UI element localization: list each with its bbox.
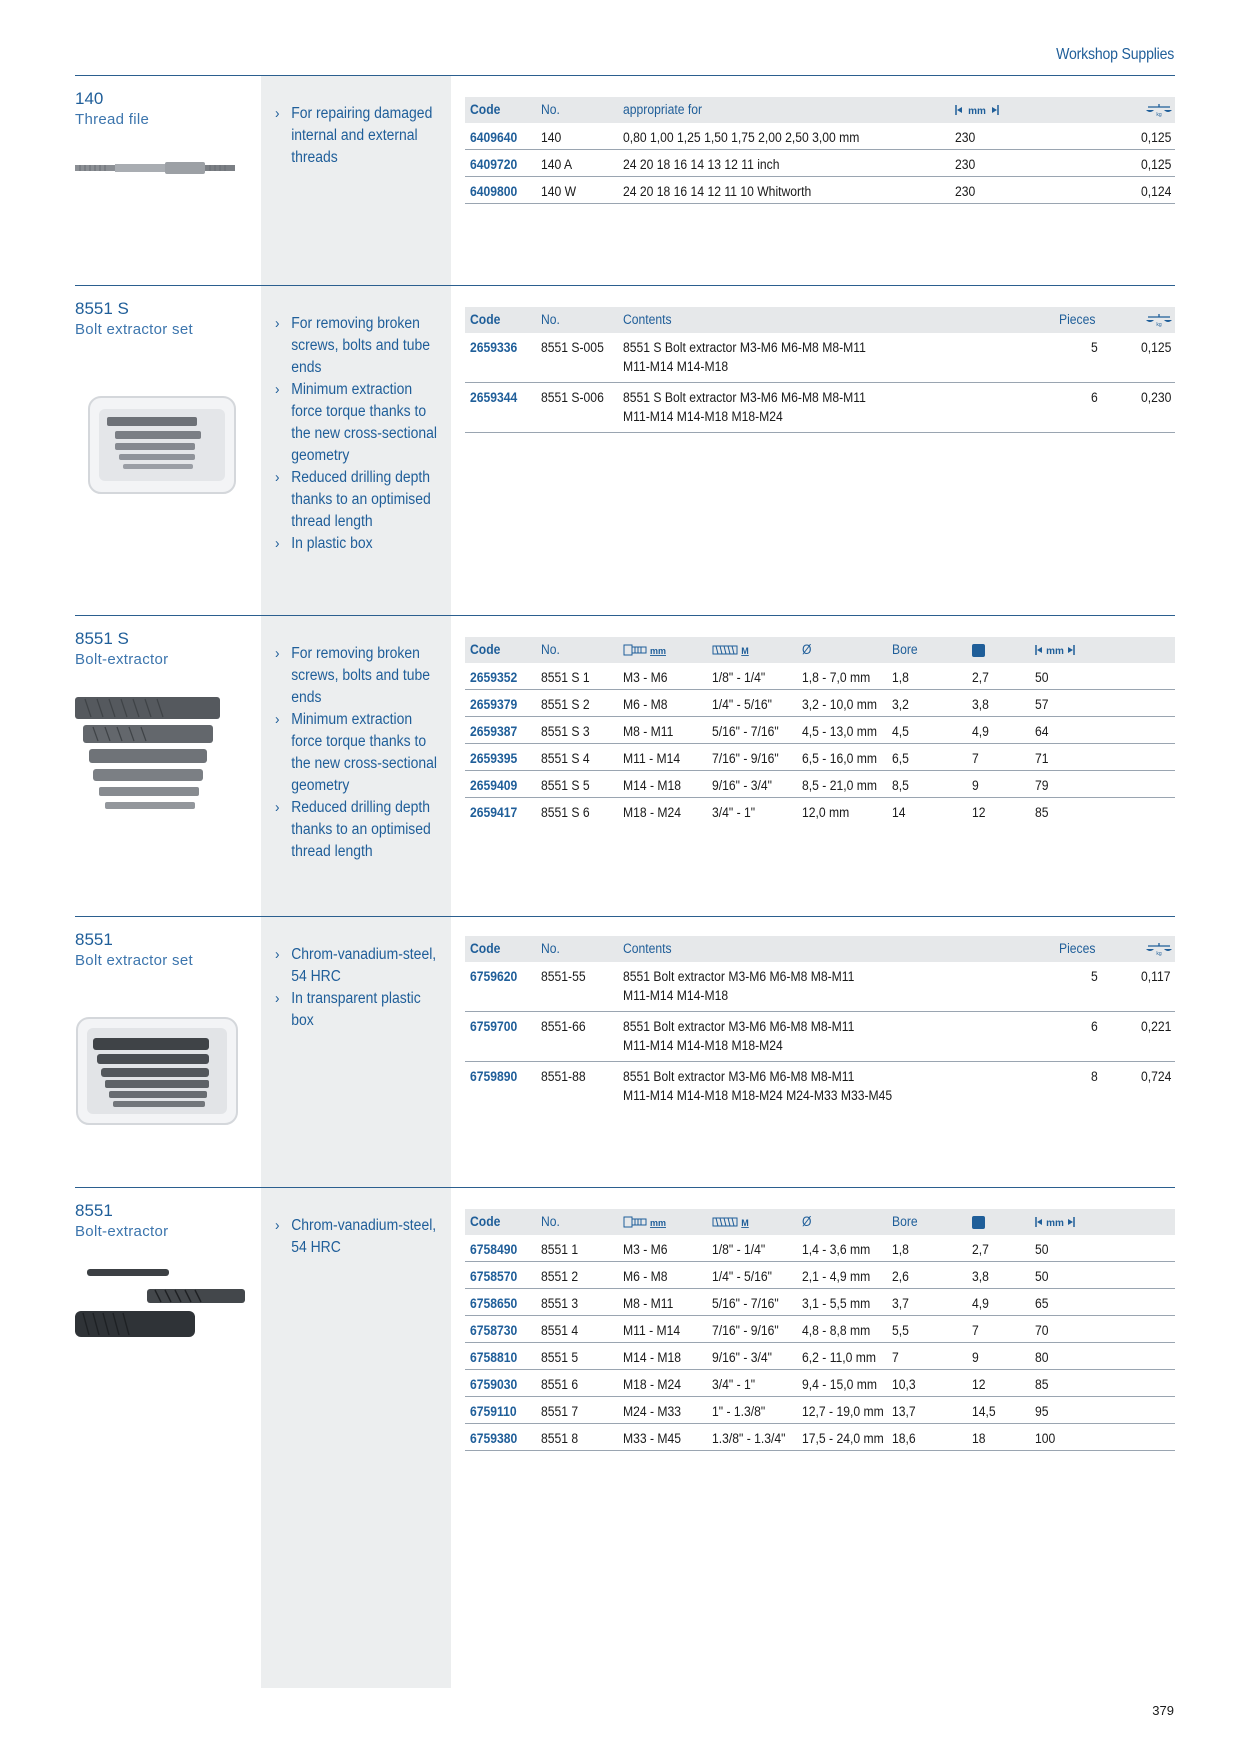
feature-item: › Chrom-vanadium-steel, 54 HRC xyxy=(275,946,437,985)
table-row: 2659344 8551 S-006 8551 S Bolt extractor M3-M6 M6-M8 M8-M11 M11-M14 M14-M18 M18-M24 6 0,230 xyxy=(465,383,1175,433)
table-row: 2659336 8551 S-005 8551 S Bolt extractor M3-M6 M6-M8 M8-M11 M11-M14 M14-M18 5 0,125 xyxy=(465,333,1175,383)
table-row: 6758730 8551 4 M11 - M14 7/16" - 9/16" 4,8 - 8,8 mm 5,5 7 70 xyxy=(465,1316,1175,1343)
feature-item: › Reduced drilling depth thanks to an optimised thread length xyxy=(275,469,431,530)
feature-item: › Chrom-vanadium-steel, 54 HRC xyxy=(275,1217,437,1256)
chevron-right-icon: › xyxy=(275,711,280,728)
product-name: Bolt extractor set xyxy=(75,321,193,338)
column-header-weight xyxy=(1145,941,1173,956)
svg-text:kg: kg xyxy=(1156,112,1162,118)
feature-item: › Minimum extraction force torque thanks to the new cross-sectional geometry xyxy=(275,711,437,794)
chevron-right-icon: › xyxy=(275,946,280,963)
column-header-thread xyxy=(712,1214,752,1229)
table-header-row xyxy=(465,637,1175,663)
product-name: Bolt extractor set xyxy=(75,952,193,969)
product-section-bolt-extractor xyxy=(75,1187,1175,1517)
svg-text:M: M xyxy=(741,646,749,657)
column-header-weight xyxy=(1145,312,1173,327)
column-header-length xyxy=(1035,1214,1075,1229)
product-table xyxy=(465,936,1175,1111)
product-table xyxy=(465,637,1175,824)
column-header-no: No. xyxy=(541,102,560,117)
table-row: 2659417 8551 S 6 M18 - M24 3/4" - 1" 12,0 mm 14 12 85 xyxy=(470,805,1049,820)
feature-item: › In transparent plastic box xyxy=(275,990,421,1029)
table-row: 6759890 8551-88 8551 Bolt extractor M3-M6 M6-M8 M8-M11 M11-M14 M14-M18 M18-M24 M24-M33 M33-M45 8 0,724 xyxy=(470,1069,1172,1103)
column-header-screw-size xyxy=(623,642,669,657)
svg-text:mm: mm xyxy=(649,1218,667,1229)
column-header-pieces: Pieces xyxy=(1059,941,1096,956)
table-row: 6759380 8551 8 M33 - M45 1.3/8" - 1.3/4" 17,5 - 24,0 mm 18,6 18 100 xyxy=(465,1424,1175,1451)
feature-list xyxy=(275,103,455,169)
product-number: 8551 xyxy=(75,1201,113,1220)
length-mm-icon xyxy=(1035,644,1075,656)
column-header-no: No. xyxy=(541,1214,560,1229)
svg-text:kg: kg xyxy=(1156,322,1162,328)
column-header-code: Code xyxy=(470,102,501,117)
table-row: 2659409 8551 S 5 M14 - M18 9/16" - 3/4" 8,5 - 21,0 mm 8,5 9 79 xyxy=(465,771,1175,798)
svg-text:mm: mm xyxy=(649,646,667,657)
weight-kg-icon xyxy=(1145,103,1173,117)
screw-size-mm-icon xyxy=(623,1216,669,1228)
table-row: 6758650 8551 3 M8 - M11 5/16" - 7/16" 3,1 - 5,5 mm 3,7 4,9 65 xyxy=(465,1289,1175,1316)
chevron-right-icon: › xyxy=(275,381,280,398)
product-number: 8551 xyxy=(75,930,113,949)
svg-text:kg: kg xyxy=(1156,951,1162,957)
feature-item: › In plastic box xyxy=(275,533,444,555)
column-header-contents: Contents xyxy=(623,941,672,956)
feature-list xyxy=(275,944,455,1032)
feature-item: › Reduced drilling depth thanks to an optimised thread length xyxy=(275,799,431,860)
svg-text:mm: mm xyxy=(1046,646,1064,657)
column-header-no: No. xyxy=(541,941,560,956)
section-divider xyxy=(75,75,1175,76)
table-header-row xyxy=(465,1209,1175,1235)
chevron-right-icon: › xyxy=(275,645,280,662)
feature-item: › For removing broken screws, bolts and tube ends xyxy=(275,645,431,706)
product-number: 140 xyxy=(75,89,104,108)
square-drive-icon xyxy=(972,644,985,657)
chevron-right-icon: › xyxy=(275,990,280,1007)
bolt-extractors-image xyxy=(75,1267,245,1337)
column-header-code: Code xyxy=(470,642,501,657)
chevron-right-icon: › xyxy=(275,535,280,552)
feature-list xyxy=(275,1215,455,1259)
weight-kg-icon xyxy=(1145,313,1173,327)
page-header-title: Workshop Supplies xyxy=(1055,46,1174,63)
table-row: 6409800 140 W 24 20 18 16 14 12 11 10 Whitworth 230 0,124 xyxy=(465,177,1175,204)
column-header-appropriate-for: appropriate for xyxy=(623,102,703,117)
table-row: 2659387 8551 S 3 M8 - M11 5/16" - 7/16" 4,5 - 13,0 mm 4,5 4,9 64 xyxy=(465,717,1175,744)
feature-item: › Minimum extraction force torque thanks to the new cross-sectional geometry xyxy=(275,381,437,464)
column-header-bore: Bore xyxy=(892,642,918,657)
table-header-row xyxy=(465,307,1175,333)
column-header-bore: Bore xyxy=(892,1214,918,1229)
table-row: 6409640 140 0,80 1,00 1,25 1,50 1,75 2,00 2,50 3,00 mm 230 0,125 xyxy=(465,123,1175,150)
product-number: 8551 S xyxy=(75,299,129,318)
length-mm-icon xyxy=(955,104,999,116)
column-header-code: Code xyxy=(470,941,501,956)
feature-list xyxy=(275,643,455,863)
section-divider xyxy=(75,1187,1175,1188)
thread-size-icon xyxy=(712,1216,752,1228)
column-header-thread xyxy=(712,642,752,657)
product-section-bolt-extractor-set xyxy=(75,916,1175,1186)
screw-size-mm-icon xyxy=(623,644,669,656)
weight-kg-icon xyxy=(1145,942,1173,956)
column-header-code: Code xyxy=(470,312,501,327)
table-row: 6758570 8551 2 M6 - M8 1/4" - 5/16" 2,1 - 4,9 mm 2,6 3,8 50 xyxy=(465,1262,1175,1289)
thread-file-image xyxy=(75,160,235,176)
section-divider xyxy=(75,916,1175,917)
table-row: 6409720 140 A 24 20 18 16 14 13 12 11 inch 230 0,125 xyxy=(465,150,1175,177)
section-divider xyxy=(75,615,1175,616)
column-header-diameter: Ø xyxy=(802,1214,812,1229)
table-row: 2659379 8551 S 2 M6 - M8 1/4" - 5/16" 3,2 - 10,0 mm 3,2 3,8 57 xyxy=(465,690,1175,717)
column-header-code: Code xyxy=(470,1214,501,1229)
svg-text:mm: mm xyxy=(968,106,986,117)
table-row: 6758490 8551 1 M3 - M6 1/8" - 1/4" 1,4 - 3,6 mm 1,8 2,7 50 xyxy=(465,1235,1175,1262)
product-table xyxy=(465,1209,1175,1451)
feature-item: › For removing broken screws, bolts and tube ends xyxy=(275,315,431,376)
bolt-extractor-set-image xyxy=(87,395,237,495)
page-number: 379 xyxy=(1152,1703,1174,1718)
table-row: 6759700 8551-66 8551 Bolt extractor M3-M6 M6-M8 M8-M11 M11-M14 M14-M18 M18-M24 6 0,221 xyxy=(465,1012,1175,1062)
chevron-right-icon: › xyxy=(275,469,280,486)
column-header-length xyxy=(1035,642,1075,657)
section-divider xyxy=(75,285,1175,286)
table-row: 2659395 8551 S 4 M11 - M14 7/16" - 9/16" 6,5 - 16,0 mm 6,5 7 71 xyxy=(465,744,1175,771)
svg-text:mm: mm xyxy=(1046,1218,1064,1229)
product-name: Bolt-extractor xyxy=(75,1223,169,1240)
table-row: 2659352 8551 S 1 M3 - M6 1/8" - 1/4" 1,8 - 7,0 mm 1,8 2,7 50 xyxy=(465,663,1175,690)
product-table xyxy=(465,307,1175,433)
svg-text:M: M xyxy=(741,1218,749,1229)
square-drive-icon xyxy=(972,1216,985,1229)
thread-size-icon xyxy=(712,644,752,656)
chevron-right-icon: › xyxy=(275,799,280,816)
column-header-square xyxy=(972,642,985,657)
bolt-extractor-set-image xyxy=(75,1016,240,1126)
product-table xyxy=(465,97,1175,204)
feature-item: › For repairing damaged internal and external threads xyxy=(275,105,433,166)
feature-list xyxy=(275,313,455,555)
product-name: Thread file xyxy=(75,111,150,128)
column-header-screw-size xyxy=(623,1214,669,1229)
product-section-bolt-extractor-s xyxy=(75,615,1175,915)
column-header-contents: Contents xyxy=(623,312,672,327)
table-row: 6759110 8551 7 M24 - M33 1" - 1.3/8" 12,7 - 19,0 mm 13,7 14,5 95 xyxy=(465,1397,1175,1424)
product-section-bolt-extractor-set-s xyxy=(75,285,1175,615)
chevron-right-icon: › xyxy=(275,105,280,122)
column-header-no: No. xyxy=(541,312,560,327)
product-section-thread-file xyxy=(75,75,1175,285)
chevron-right-icon: › xyxy=(275,1217,280,1234)
product-name: Bolt-extractor xyxy=(75,651,169,668)
product-number: 8551 S xyxy=(75,629,129,648)
table-header-row xyxy=(465,97,1175,123)
column-header-diameter: Ø xyxy=(802,642,812,657)
column-header-pieces: Pieces xyxy=(1059,312,1096,327)
table-row: 6759030 8551 6 M18 - M24 3/4" - 1" 9,4 - 15,0 mm 10,3 12 85 xyxy=(465,1370,1175,1397)
chevron-right-icon: › xyxy=(275,315,280,332)
column-header-square xyxy=(972,1214,985,1229)
bolt-extractors-image xyxy=(75,697,225,817)
column-header-weight xyxy=(1145,102,1173,117)
table-row: 6759620 8551-55 8551 Bolt extractor M3-M6 M6-M8 M8-M11 M11-M14 M14-M18 5 0,117 xyxy=(465,962,1175,1012)
column-header-no: No. xyxy=(541,642,560,657)
column-header-length xyxy=(955,102,999,117)
table-header-row xyxy=(465,936,1175,962)
length-mm-icon xyxy=(1035,1216,1075,1228)
table-row: 6758810 8551 5 M14 - M18 9/16" - 3/4" 6,2 - 11,0 mm 7 9 80 xyxy=(465,1343,1175,1370)
